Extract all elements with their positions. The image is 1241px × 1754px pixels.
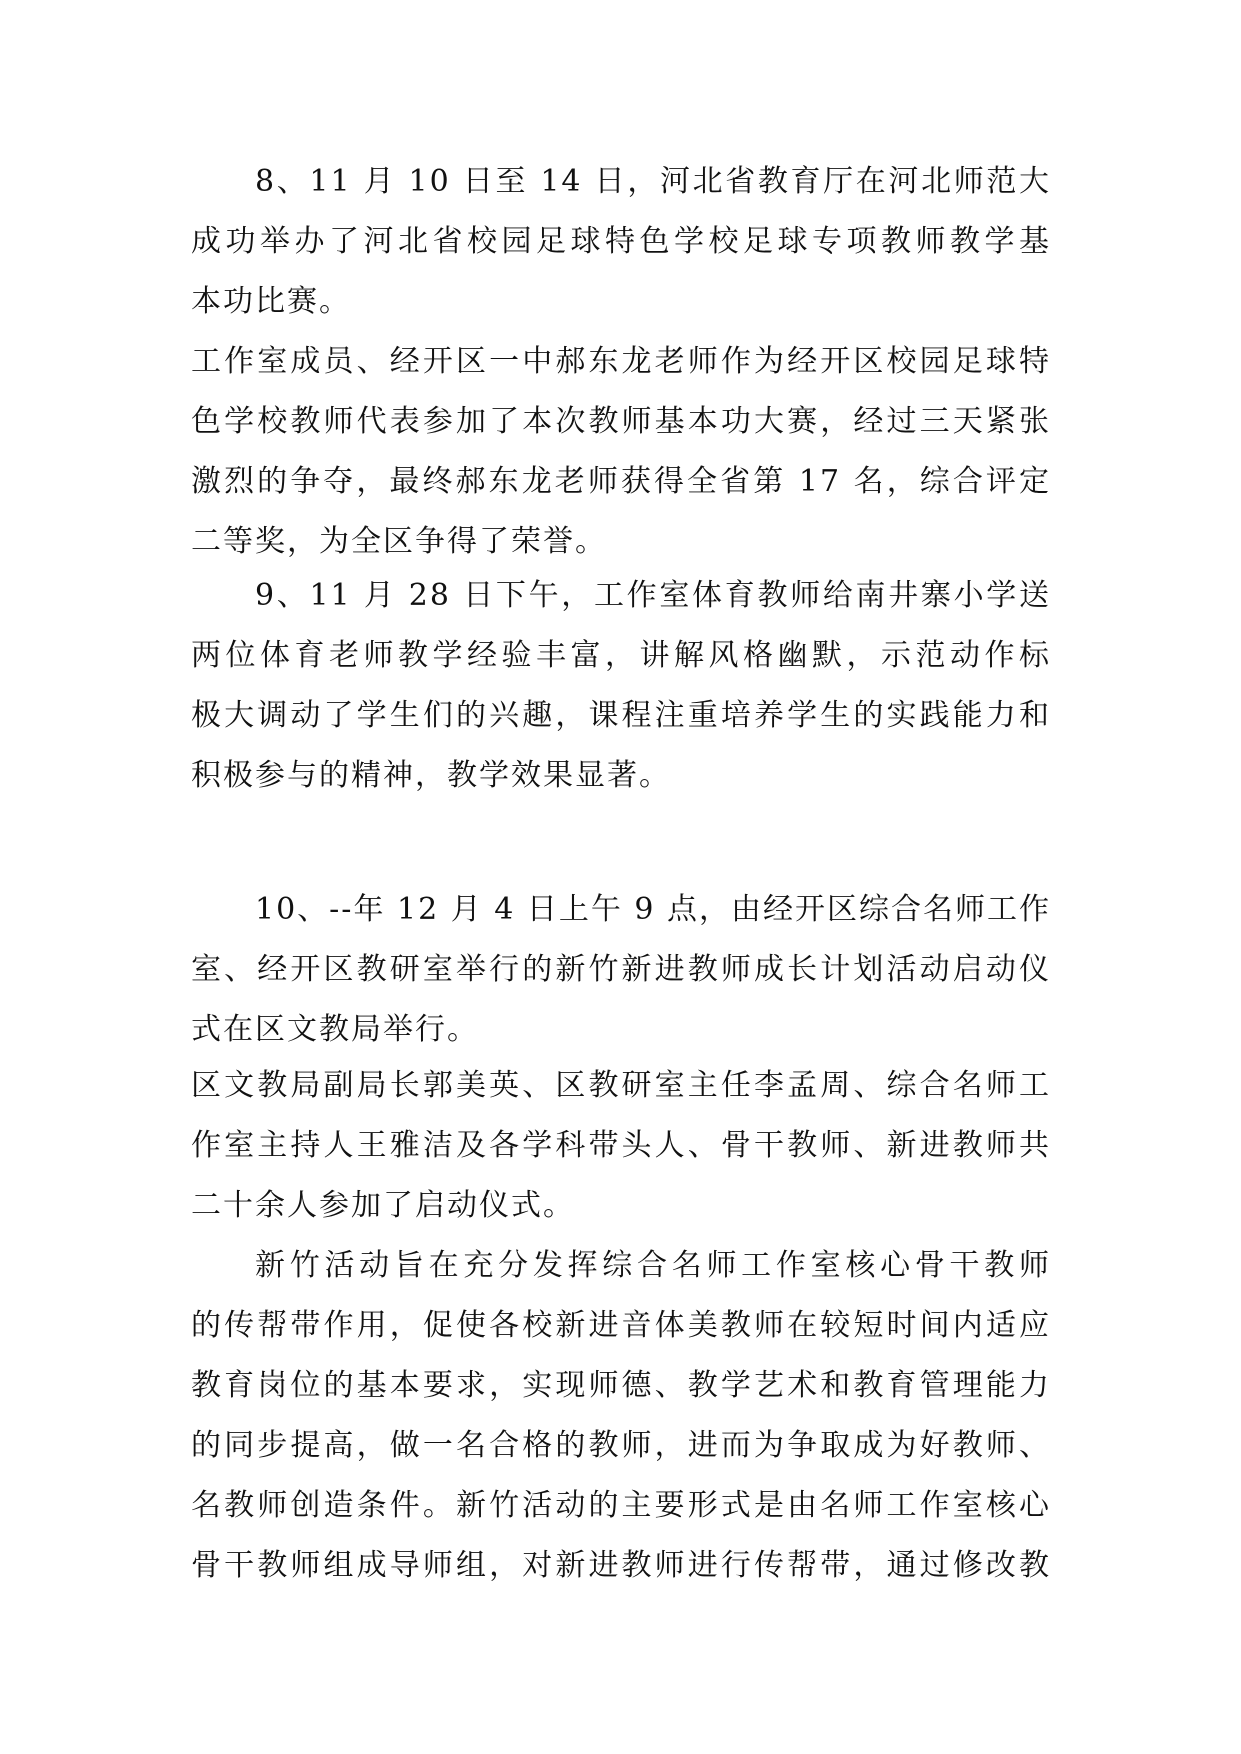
text-line: 工作室成员、经开区一中郝东龙老师作为经开区校园足球特 <box>191 344 1051 379</box>
text-line: 成功举办了河北省校园足球特色学校足球专项教师教学基 <box>191 224 1051 259</box>
text-line: 8、11 月 10 日至 14 日，河北省教育厅在河北师范大 <box>255 164 1051 199</box>
text-line: 式在区文教局举行。 <box>191 1012 479 1047</box>
text-line: 的同步提高，做一名合格的教师，进而为争取成为好教师、 <box>191 1428 1051 1463</box>
text-line: 9、11 月 28 日下午，工作室体育教师给南井寨小学送 <box>255 578 1051 613</box>
text-line: 名教师创造条件。新竹活动的主要形式是由名师工作室核心 <box>191 1488 1051 1523</box>
paragraph-xinzhu <box>191 1236 1071 1596</box>
text-line: 二等奖，为全区争得了荣誉。 <box>191 524 607 559</box>
paragraph-10 <box>191 880 1071 1060</box>
text-line: 两位体育老师教学经验丰富，讲解风格幽默，示范动作标 <box>191 638 1051 673</box>
text-line: 二十余人参加了启动仪式。 <box>191 1188 575 1223</box>
text-line: 区文教局副局长郭美英、区教研室主任李孟周、综合名师工 <box>191 1068 1051 1103</box>
paragraph-9 <box>191 566 1071 806</box>
text-line: 的传帮带作用，促使各校新进音体美教师在较短时间内适应 <box>191 1308 1051 1343</box>
text-line: 新竹活动旨在充分发挥综合名师工作室核心骨干教师 <box>255 1248 1051 1283</box>
text-line: 10、--年 12 月 4 日上午 9 点，由经开区综合名师工作 <box>255 892 1051 927</box>
text-line: 骨干教师组成导师组，对新进教师进行传帮带，通过修改教 <box>191 1548 1051 1583</box>
text-line: 积极参与的精神，教学效果显著。 <box>191 758 671 793</box>
paragraph-8 <box>191 152 1071 332</box>
text-line: 本功比赛。 <box>191 284 351 319</box>
paragraph-8-detail <box>191 332 1071 572</box>
text-line: 色学校教师代表参加了本次教师基本功大赛，经过三天紧张 <box>191 404 1051 439</box>
text-line: 作室主持人王雅洁及各学科带头人、骨干教师、新进教师共 <box>191 1128 1051 1163</box>
text-line: 教育岗位的基本要求，实现师德、教学艺术和教育管理能力 <box>191 1368 1051 1403</box>
paragraph-10-attendees <box>191 1056 1071 1236</box>
text-line: 激烈的争夺，最终郝东龙老师获得全省第 17 名，综合评定 <box>191 464 1051 499</box>
text-line: 室、经开区教研室举行的新竹新进教师成长计划活动启动仪 <box>191 952 1051 987</box>
text-line: 极大调动了学生们的兴趣，课程注重培养学生的实践能力和 <box>191 698 1051 733</box>
